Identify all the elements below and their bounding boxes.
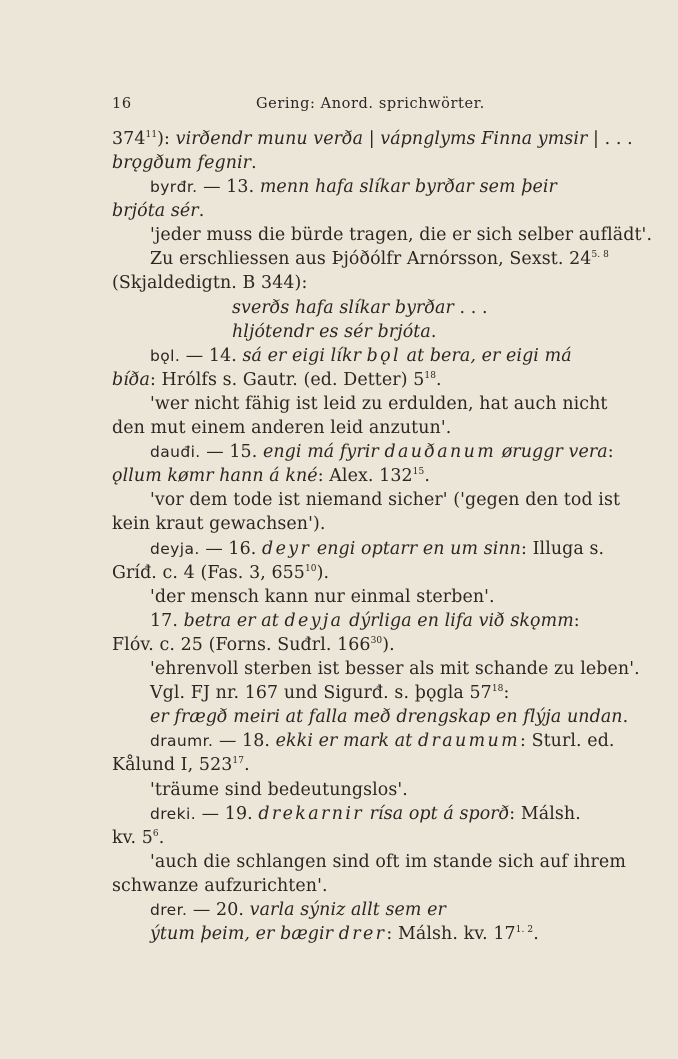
entry-keyword: dauđi.: [150, 443, 201, 461]
text-line: [112, 633, 617, 657]
text-run: rísa opt á sporð: [364, 804, 510, 824]
text-run: kv. 5: [112, 828, 153, 848]
text-line: [150, 344, 655, 368]
text-run: deyr: [262, 539, 312, 559]
text-run: hljótendr es sér brjóta: [232, 322, 431, 342]
text-run: 'vor dem tode ist niemand sicher' ('gegen den tod ist: [150, 490, 621, 510]
text-run: — 20.: [187, 900, 250, 920]
text-run: betra er at: [183, 611, 285, 631]
text-line: [112, 127, 633, 151]
text-line: [150, 585, 655, 609]
text-run: :: [503, 683, 510, 703]
text-run: dýrliga en lifa við skǫmm: [343, 611, 574, 631]
text-run: .: [430, 322, 437, 342]
text-run: .: [622, 707, 629, 727]
text-run: ýtum þeim, er bægir: [150, 924, 339, 944]
text-line: [112, 199, 617, 223]
text-run: 'wer nicht fähig ist leid zu erdulden, hat auch nicht: [150, 394, 608, 414]
text-run: : Illuga s.: [521, 539, 605, 559]
text-run: varla sýniz allt sem er: [249, 900, 446, 920]
text-run: Gríđ. c. 4 (Fas. 3, 655: [112, 563, 305, 583]
page-number: 16: [112, 96, 132, 112]
text-run: 'ehrenvoll sterben ist besser als mit schande zu leben'.: [150, 659, 640, 679]
superscript: 6: [152, 829, 159, 839]
text-line: [112, 464, 617, 488]
text-run: deyja: [284, 611, 344, 631]
text-run: Vgl. FJ nr. 167 und Sigurđ. s. þǫgla 57: [150, 683, 492, 703]
text-line: [232, 320, 678, 344]
text-run: sá er eigi líkr: [242, 346, 367, 366]
text-line: [150, 705, 655, 729]
text-run: drer: [338, 924, 387, 944]
text-run: dauðanum: [384, 442, 497, 462]
text-line: [150, 922, 655, 946]
text-line: [150, 802, 655, 826]
text-run: :: [573, 611, 580, 631]
text-line: [150, 778, 655, 802]
text-run: — 14.: [180, 346, 243, 366]
text-run: .: [158, 828, 165, 848]
text-line: [112, 826, 617, 850]
text-run: Zu erschliessen aus Þjóðólfr Arnórsson, Sexst. 24: [150, 249, 592, 269]
text-run: : Hrólfs s. Gautr. (ed. Detter) 5: [149, 370, 425, 390]
text-run: den mut einem anderen leid anzutun'.: [112, 418, 452, 438]
entry-keyword: byrđr.: [150, 178, 198, 196]
text-line: [150, 440, 655, 464]
text-run: engi optarr en um sinn: [311, 539, 521, 559]
text-line: [112, 874, 617, 898]
running-title: Gering: Anord. sprichwörter.: [256, 96, 485, 112]
text-line: [150, 247, 655, 271]
text-line: [112, 368, 617, 392]
text-run: (Skjaldedigtn. B 344):: [112, 273, 308, 293]
text-line: [150, 392, 655, 416]
text-run: ).: [382, 635, 395, 655]
text-run: ǫllum kømr hann á kné: [112, 466, 318, 486]
superscript: 15: [412, 467, 425, 477]
text-run: Flóv. c. 25 (Forns. Suđrl. 166: [112, 635, 371, 655]
text-run: .: [533, 924, 539, 944]
text-run: — 16.: [199, 539, 263, 559]
text-run: . . .: [453, 298, 488, 318]
text-run: 'der mensch kann nur einmal sterben'.: [150, 587, 495, 607]
text-line: [150, 898, 655, 922]
text-run: .: [436, 370, 442, 390]
text-run: — 18.: [213, 731, 276, 751]
text-line: [232, 296, 678, 320]
text-line: [150, 488, 655, 512]
text-run: | . . .: [587, 129, 633, 149]
text-line: [150, 850, 655, 874]
text-line: [112, 753, 617, 777]
text-run: : Sturl. ed.: [519, 731, 615, 751]
text-line: [112, 561, 617, 585]
text-line: [150, 657, 655, 681]
text-run: engi má fyrir: [262, 442, 385, 462]
text-line: [112, 271, 617, 295]
text-run: .: [198, 201, 205, 221]
text-line: [112, 151, 617, 175]
text-run: at bera, er eigi má: [401, 346, 572, 366]
text-run: ):: [157, 129, 176, 149]
text-run: draumum: [417, 731, 520, 751]
text-run: schwanze aufzurichten'.: [112, 876, 328, 896]
text-run: 'jeder muss die bürde tragen, die er sich selber auflädt'.: [150, 225, 653, 245]
text-run: — 19.: [196, 804, 259, 824]
text-run: : Málsh.: [509, 804, 581, 824]
text-run: ).: [316, 563, 330, 583]
superscript: 18: [424, 371, 437, 381]
text-run: .: [424, 466, 430, 486]
text-run: drekarnir: [258, 804, 365, 824]
text-line: [150, 681, 655, 705]
text-run: bíða: [112, 370, 150, 390]
text-run: — 15.: [200, 442, 263, 462]
text-line: [150, 729, 655, 753]
superscript: 5. 8: [591, 250, 610, 260]
entry-keyword: bǫl.: [150, 347, 181, 365]
text-run: virðendr munu verða | vápnglyms Finna ymsir: [175, 129, 588, 149]
text-run: bǫl: [366, 346, 402, 366]
text-run: 17.: [150, 611, 184, 631]
text-run: er frægð meiri at falla með drengskap en flýja undan: [150, 707, 623, 727]
text-line: [112, 512, 617, 536]
text-run: : Málsh. kv. 17: [386, 924, 516, 944]
entry-keyword: deyja.: [150, 540, 200, 558]
text-line: [112, 416, 617, 440]
text-run: 374: [112, 129, 146, 149]
text-run: — 13.: [197, 177, 260, 197]
superscript: 11: [145, 130, 158, 140]
superscript: 18: [491, 684, 504, 694]
text-run: ekki er mark at: [275, 731, 418, 751]
text-run: 'träume sind bedeutungslos'.: [150, 780, 408, 800]
text-line: [150, 223, 655, 247]
text-run: brjóta sér: [112, 201, 199, 221]
text-run: .: [251, 153, 257, 173]
text-run: brǫgðum fegnir: [112, 153, 252, 173]
superscript: 30: [370, 636, 383, 646]
text-run: kein kraut gewachsen').: [112, 514, 326, 534]
text-run: .: [244, 755, 250, 775]
superscript: 1. 2: [515, 925, 534, 935]
text-line: [150, 609, 655, 633]
entry-keyword: draumr.: [150, 732, 214, 750]
superscript: 10: [304, 564, 317, 574]
entry-keyword: drer.: [150, 901, 188, 919]
entry-keyword: dreki.: [150, 805, 197, 823]
text-run: :: [607, 442, 614, 462]
text-run: sverðs hafa slíkar byrðar: [232, 298, 454, 318]
text-run: øruggr vera: [496, 442, 608, 462]
superscript: 17: [232, 756, 245, 766]
text-run: 'auch die schlangen sind oft im stande sich auf ihrem: [150, 852, 626, 872]
text-run: : Alex. 132: [317, 466, 413, 486]
text-run: Kålund I, 523: [112, 755, 233, 775]
text-line: [150, 537, 655, 561]
text-line: [150, 175, 655, 199]
text-run: menn hafa slíkar byrðar sem þeir: [259, 177, 557, 197]
